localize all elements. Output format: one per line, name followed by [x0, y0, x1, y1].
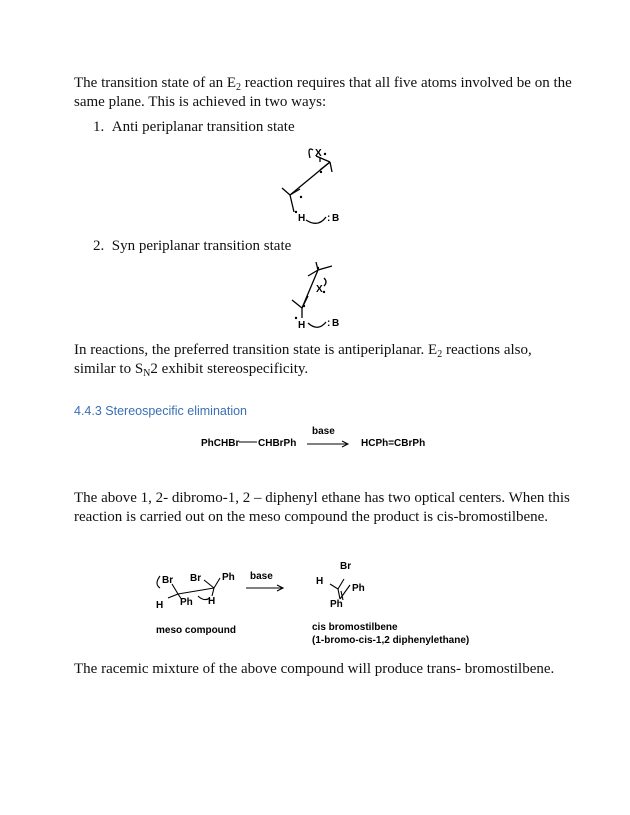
reagent-base: base [312, 426, 335, 437]
intro-paragraph [74, 74, 574, 112]
atom-b: B [332, 213, 340, 224]
atom-h: H [298, 320, 306, 331]
reactant-right: CHBrPh [258, 438, 297, 449]
atom-x: X [316, 284, 323, 295]
prod-ph-right: Ph [352, 583, 365, 594]
list-item-syn: 2. Syn periplanar transition state [93, 238, 292, 254]
intro-line-1: The transition state of an $E_2$ reaction requires that all five atoms involved be on the [74, 75, 572, 93]
leaving-arrow [324, 278, 326, 286]
scheme-base: base [250, 571, 273, 582]
meso-paragraph [74, 489, 594, 527]
prod-br: Br [340, 561, 352, 572]
meso-line-2: reaction is carried out on the meso compound the product is cis-bromostilbene. [74, 509, 549, 525]
base-arrow [308, 322, 326, 327]
h-left: H [156, 600, 164, 611]
anti-periplanar-diagram [280, 140, 360, 228]
preference-line-1: In reactions, the preferred transition state is antiperiplanar. $E_2$ reactions also, [74, 342, 532, 360]
list-item-anti: 1. Anti periplanar transition state [93, 119, 295, 135]
colon: : [327, 213, 331, 224]
br-left: Br [162, 575, 174, 586]
meso-label: meso compound [156, 625, 237, 636]
preference-line-2: similar to $S_N2$ exhibit stereospecificity. [74, 361, 309, 379]
ph-top: Ph [222, 572, 235, 583]
prod-label-1: cis bromostilbene [312, 622, 398, 633]
atom-b: B [332, 318, 340, 329]
colon: : [327, 318, 331, 329]
closing-paragraph: The racemic mixture of the above compound will produce trans- bromostilbene. [74, 661, 555, 677]
product: HCPh=CBrPh [361, 438, 426, 449]
prod-label-2: (1-bromo-cis-1,2 diphenylethane) [312, 635, 470, 646]
base-arrow [306, 217, 326, 223]
section-heading: 4.4.3 Stereospecific elimination [74, 404, 248, 418]
syn-periplanar-diagram [280, 258, 360, 336]
leaving-arrow [309, 149, 313, 158]
intro-line-2: same plane. This is achieved in two ways: [74, 94, 327, 110]
c-c-bond [178, 588, 214, 594]
prod-h: H [316, 576, 324, 587]
preference-paragraph [74, 341, 574, 379]
atom-x: X [315, 148, 322, 159]
h-right: H [208, 596, 216, 607]
ph-bottom: Ph [180, 597, 193, 608]
prod-ph-bottom: Ph [330, 599, 343, 610]
reaction-equation [195, 422, 445, 452]
reactant-left: PhCHBr [201, 438, 240, 449]
meso-line-1: The above 1, 2- dibromo-1, 2 – diphenyl ethane has two optical centers. When this [74, 490, 570, 506]
atom-h: H [298, 213, 306, 224]
curved-arrow-left [157, 576, 160, 588]
br-right: Br [190, 573, 202, 584]
elimination-scheme [150, 558, 490, 650]
